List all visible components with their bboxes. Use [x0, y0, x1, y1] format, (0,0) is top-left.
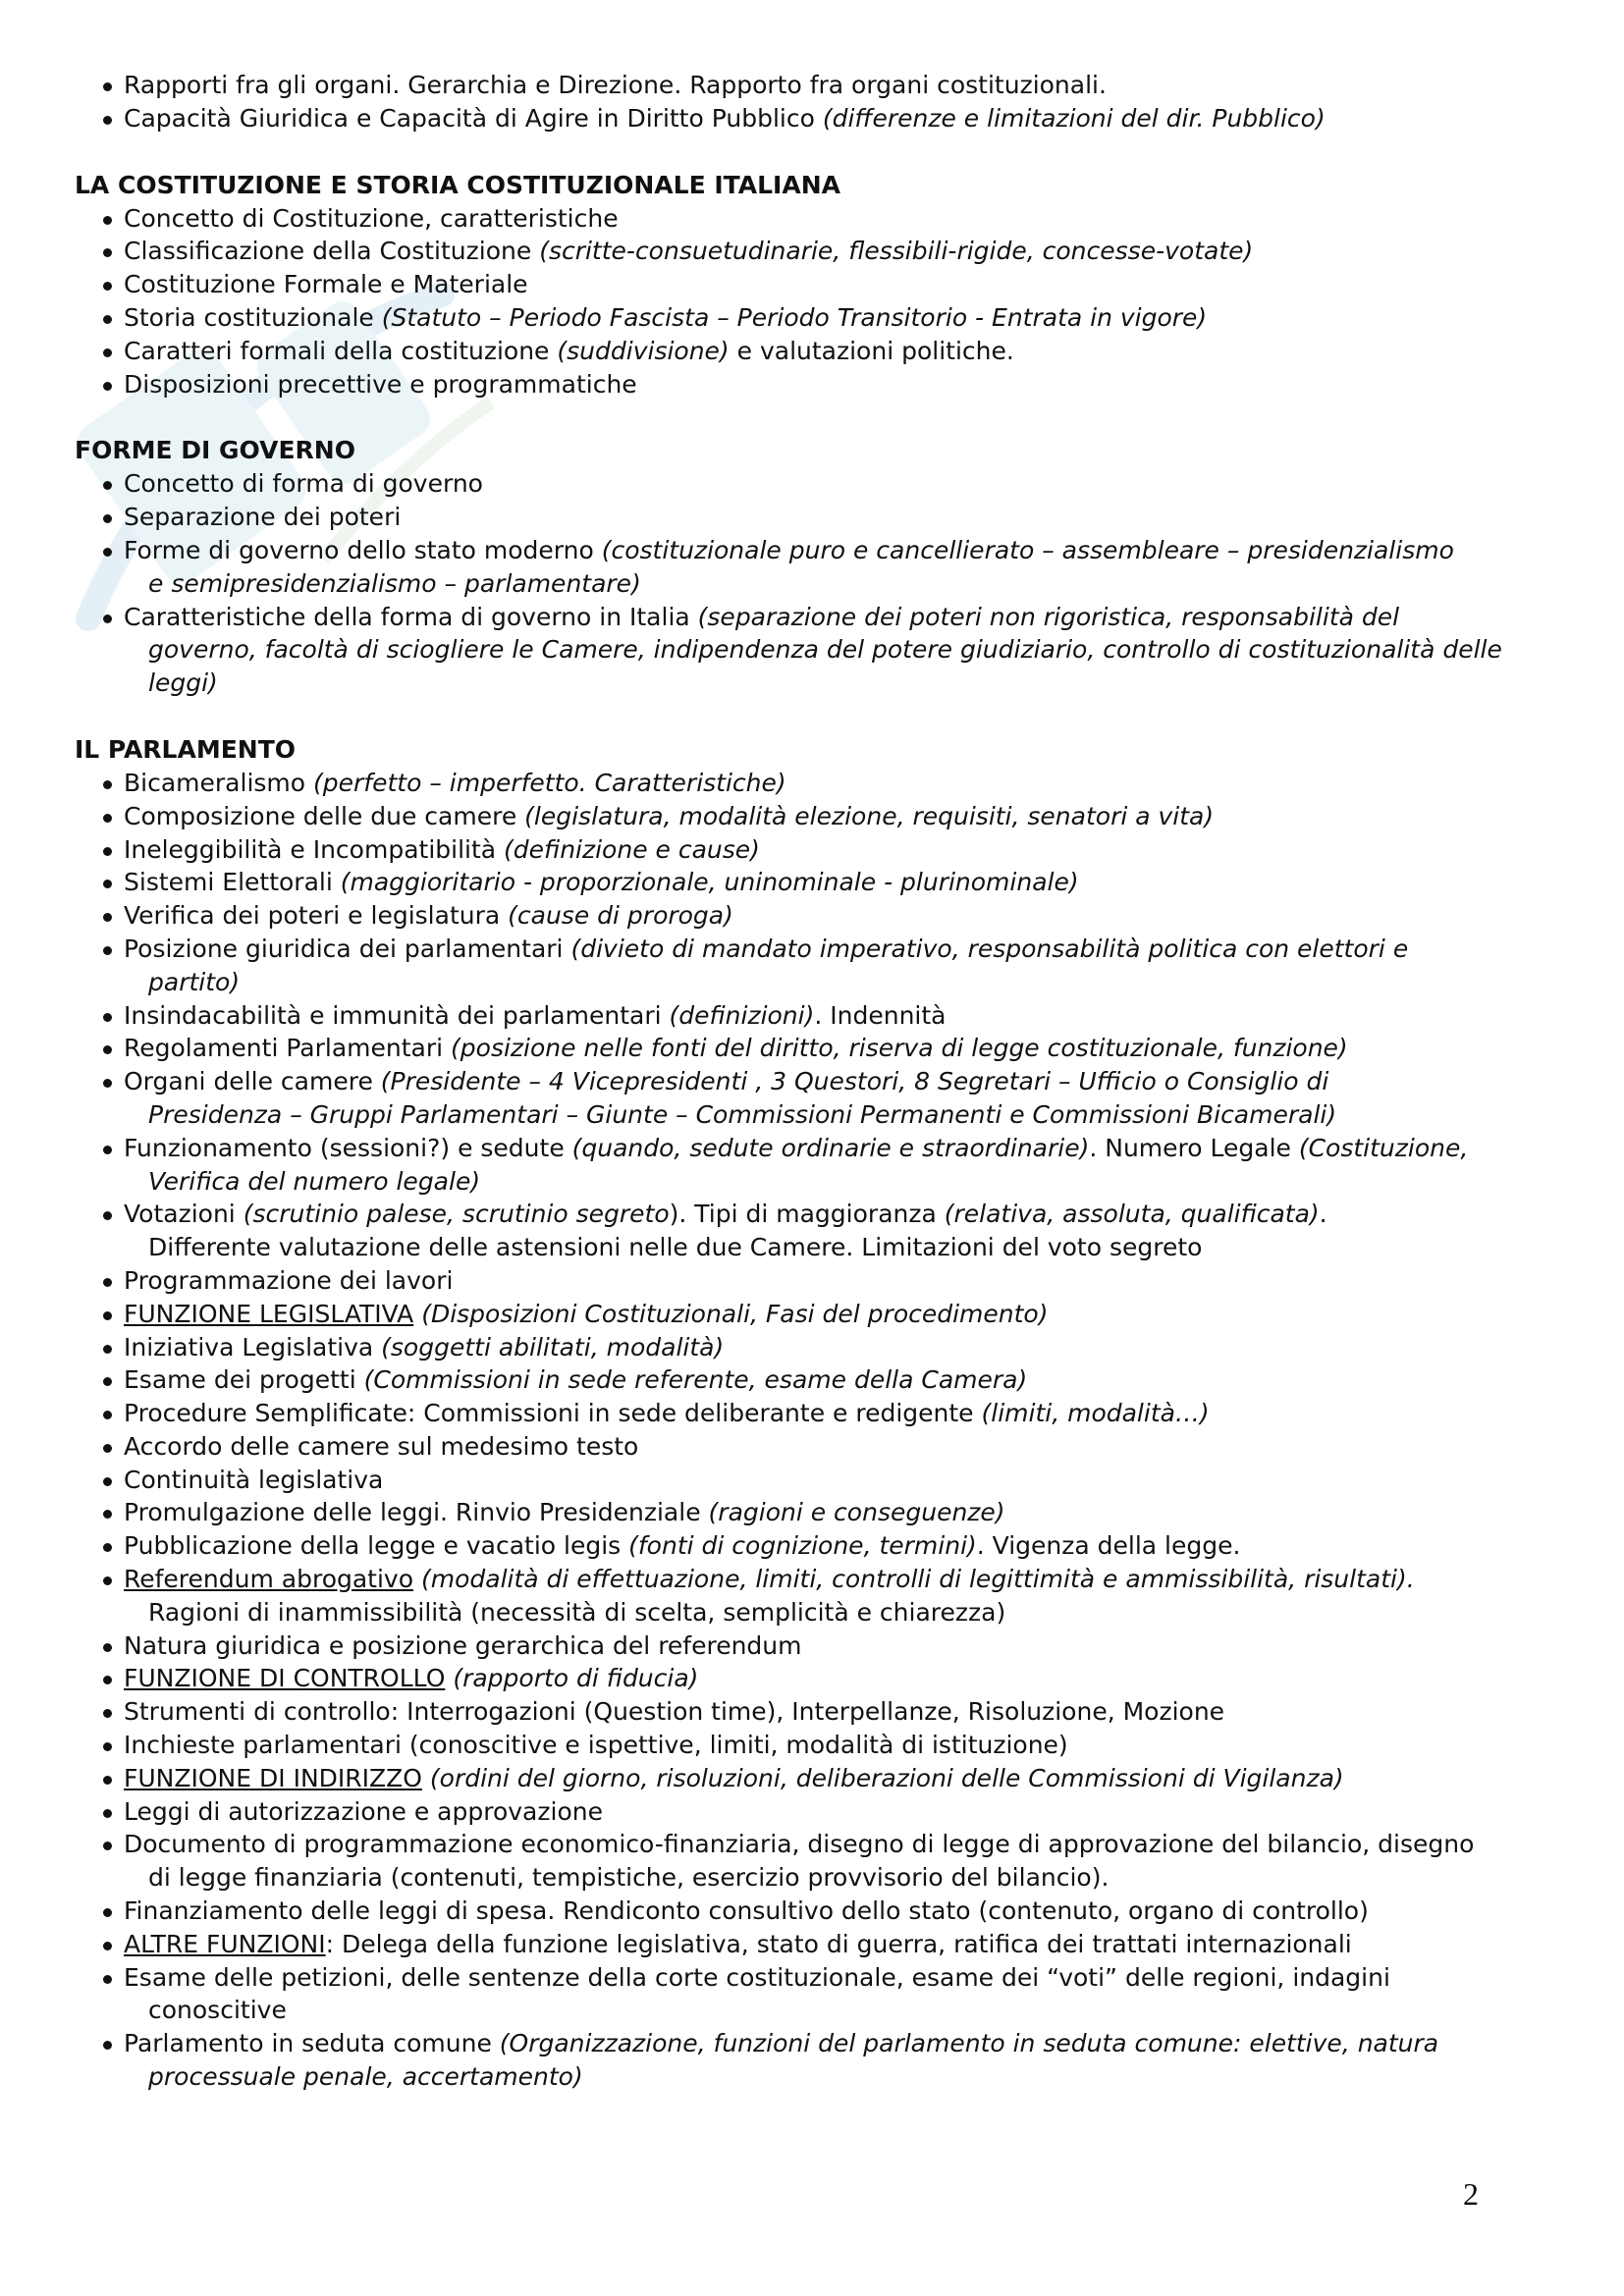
- list-item: [75, 999, 1518, 1033]
- bullet-list: [75, 467, 1518, 700]
- list-item: [75, 1198, 1518, 1264]
- list-item: [75, 1298, 1518, 1331]
- section: [75, 69, 1518, 135]
- list-item: [75, 102, 1518, 135]
- list-item: [75, 1795, 1518, 1829]
- list-item: [75, 601, 1518, 700]
- list-item: [75, 1331, 1518, 1364]
- item-text: Documento di programmazione economico-finanziaria, disegno di legge di approvazione del bilancio, disegno: [124, 1830, 1475, 1859]
- item-text: Forme di governo dello stato moderno: [124, 535, 602, 564]
- list-item: [75, 1762, 1518, 1795]
- item-text: Composizione delle due camere: [124, 801, 525, 830]
- list-item: [75, 1961, 1518, 2028]
- bullet-list: [75, 202, 1518, 401]
- document-body: [75, 69, 1518, 2127]
- list-item: [75, 1430, 1518, 1464]
- item-text: Finanziamento delle leggi di spesa. Rendiconto consultivo dello stato (contenuto, organo di controllo): [124, 1896, 1369, 1926]
- list-item: [75, 1464, 1518, 1497]
- list-item: [75, 69, 1518, 102]
- list-item: [75, 1529, 1518, 1563]
- item-text: Verifica dei poteri e legislatura: [124, 901, 509, 931]
- item-text: Natura giuridica e posizione gerarchica del referendum: [124, 1630, 802, 1660]
- item-text: Promulgazione delle leggi. Rinvio Presidenziale: [124, 1498, 709, 1527]
- list-item: [75, 301, 1518, 335]
- item-details: (relativa, assoluta, qualificata): [944, 1200, 1320, 1229]
- item-text: Procedure Semplificate: Commissioni in sede deliberante e redigente: [124, 1399, 982, 1428]
- list-item: [75, 1895, 1518, 1928]
- item-details: (scrutinio palese, scrutinio segreto: [243, 1200, 670, 1229]
- item-text: Esame delle petizioni, delle sentenze della corte costituzionale, esame dei “voti” delle regioni, indagini: [124, 1962, 1390, 1992]
- list-item: [75, 368, 1518, 401]
- item-text: Parlamento in seduta comune: [124, 2029, 500, 2058]
- item-text: Concetto di Costituzione, caratteristiche: [124, 203, 619, 233]
- list-item: [75, 767, 1518, 800]
- list-item: [75, 1496, 1518, 1529]
- item-continuation: Verifica del numero legale): [148, 1166, 481, 1196]
- list-item: [75, 1828, 1518, 1895]
- item-text: FUNZIONE DI INDIRIZZO: [124, 1763, 422, 1792]
- item-text: Strumenti di controllo: Interrogazioni (Question time), Interpellanze, Risoluzione, Mozione: [124, 1697, 1225, 1727]
- item-details: (definizioni): [669, 1000, 815, 1030]
- item-details: (maggioritario - proporzionale, uninominale - plurinominale): [340, 868, 1079, 897]
- item-text: Rapporti fra gli organi. Gerarchia e Direzione. Rapporto fra organi costituzionali.: [124, 71, 1107, 99]
- item-details: (modalità di effettuazione, limiti, controlli di legittimità e ammissibilità, risultati).: [413, 1565, 1415, 1594]
- item-details: (Presidente – 4 Vicepresidenti , 3 Questori, 8 Segretari – Ufficio o Consiglio di: [380, 1067, 1329, 1096]
- item-details: (separazione dei poteri non rigoristica, responsabilità del: [697, 602, 1400, 631]
- item-details: (costituzionale puro e cancellierato – assembleare – presidenzialismo: [601, 535, 1454, 564]
- item-details: (Costituzione,: [1298, 1133, 1469, 1162]
- item-continuation: Presidenza – Gruppi Parlamentari – Giunte – Commissioni Permanenti e Commissioni Bicamerali): [148, 1099, 1337, 1129]
- item-text: Costituzione Formale e Materiale: [124, 270, 528, 299]
- item-text: Caratteristiche della forma di governo in Italia: [124, 602, 698, 631]
- item-details: (soggetti abilitati, modalità): [381, 1332, 725, 1362]
- item-text: Programmazione dei lavori: [124, 1265, 454, 1295]
- item-continuation: e semipresidenzialismo – parlamentare): [148, 568, 641, 598]
- item-details: (Disposizioni Costituzionali, Fasi del procedimento): [413, 1299, 1049, 1328]
- list-item: [75, 1032, 1518, 1065]
- item-text: Iniziativa Legislativa: [124, 1332, 382, 1362]
- item-text: FUNZIONE DI CONTROLLO: [124, 1664, 446, 1693]
- item-text: Bicameralismo: [124, 768, 314, 797]
- list-item: [75, 467, 1518, 501]
- item-text: Disposizioni precettive e programmatiche: [124, 369, 637, 399]
- list-item: [75, 268, 1518, 301]
- list-item: [75, 202, 1518, 236]
- section-heading: LA COSTITUZIONE E STORIA COSTITUZIONALE ITALIANA: [75, 170, 840, 199]
- item-text: FUNZIONE LEGISLATIVA: [124, 1299, 414, 1328]
- item-text: Caratteri formali della costituzione: [124, 336, 558, 365]
- list-item: [75, 2027, 1518, 2094]
- item-text: Posizione giuridica dei parlamentari: [124, 934, 571, 963]
- item-text: Classificazione della Costituzione: [124, 237, 540, 266]
- item-details: (suddivisione): [557, 336, 730, 365]
- item-text: Regolamenti Parlamentari: [124, 1034, 452, 1063]
- item-tail: . Indennità: [814, 1000, 947, 1030]
- list-item: [75, 833, 1518, 867]
- item-details: (fonti di cognizione, termini): [628, 1531, 977, 1561]
- item-details: (Commissioni in sede referente, esame della Camera): [363, 1365, 1028, 1395]
- list-item: [75, 534, 1518, 601]
- item-details: (rapporto di fiducia): [445, 1664, 699, 1693]
- list-item: [75, 800, 1518, 833]
- list-item: [75, 1662, 1518, 1695]
- item-tail: .: [1319, 1200, 1327, 1229]
- item-continuation: partito): [148, 967, 241, 996]
- item-details: (legislatura, modalità elezione, requisiti, senatori a vita): [524, 801, 1215, 830]
- bullet-list: [75, 767, 1518, 2094]
- item-text: Pubblicazione della legge e vacatio legis: [124, 1531, 629, 1561]
- item-text: Organi delle camere: [124, 1067, 381, 1096]
- list-item: [75, 1065, 1518, 1132]
- list-item: [75, 235, 1518, 268]
- item-text: ALTRE FUNZIONI: [124, 1929, 326, 1958]
- list-item: [75, 933, 1518, 999]
- item-text: Referendum abrogativo: [124, 1565, 414, 1594]
- item-text: Funzionamento (sessioni?) e sedute: [124, 1133, 572, 1162]
- section: [75, 434, 1518, 700]
- item-continuation: Differente valutazione delle astensioni nelle due Camere. Limitazioni del voto segreto: [148, 1233, 1203, 1262]
- list-item: [75, 1397, 1518, 1430]
- item-continuation: conoscitive: [148, 1996, 287, 2025]
- item-text: Storia costituzionale: [124, 302, 382, 332]
- item-tail: . Vigenza della legge.: [976, 1531, 1241, 1561]
- section-heading: IL PARLAMENTO: [75, 734, 297, 764]
- item-continuation: Ragioni di inammissibilità (necessità di scelta, semplicità e chiarezza): [148, 1597, 1006, 1627]
- list-item: [75, 1629, 1518, 1663]
- list-item: [75, 1563, 1518, 1629]
- section-heading: FORME DI GOVERNO: [75, 436, 355, 465]
- item-details: (Organizzazione, funzioni del parlamento in seduta comune: elettive, natura: [499, 2029, 1439, 2058]
- section: [75, 169, 1518, 401]
- item-text: Separazione dei poteri: [124, 503, 402, 532]
- item-details: (quando, sedute ordinarie e straordinarie): [571, 1133, 1090, 1162]
- item-text: Inchieste parlamentari (conoscitive e ispettive, limiti, modalità di istituzione): [124, 1731, 1068, 1760]
- item-continuation: processuale penale, accertamento): [148, 2062, 583, 2092]
- item-continuation: di legge finanziaria (contenuti, tempistiche, esercizio provvisorio del bilancio).: [148, 1863, 1110, 1893]
- item-details: (limiti, modalità…): [981, 1399, 1210, 1428]
- item-text: Continuità legislativa: [124, 1465, 384, 1494]
- item-text: Esame dei progetti: [124, 1365, 364, 1395]
- item-text: Capacità Giuridica e Capacità di Agire in Diritto Pubblico: [124, 103, 823, 133]
- item-tail: ). Tipi di maggioranza: [669, 1200, 945, 1229]
- item-tail: . Numero Legale: [1089, 1133, 1299, 1162]
- item-details: (differenze e limitazioni del dir. Pubblico): [822, 103, 1326, 133]
- list-item: [75, 1132, 1518, 1199]
- item-text: Insindacabilità e immunità dei parlamentari: [124, 1000, 670, 1030]
- item-text: Accordo delle camere sul medesimo testo: [124, 1431, 639, 1461]
- item-details: (perfetto – imperfetto. Caratteristiche): [313, 768, 786, 797]
- list-item: [75, 1729, 1518, 1762]
- list-item: [75, 1264, 1518, 1298]
- page-number: 2: [1463, 2176, 1479, 2212]
- list-item: [75, 1695, 1518, 1729]
- item-tail: e valutazioni politiche.: [729, 336, 1014, 365]
- item-text: Ineleggibilità e Incompatibilità: [124, 834, 505, 864]
- item-tail: : Delega della funzione legislativa, stato di guerra, ratifica dei trattati internazionali: [325, 1929, 1352, 1958]
- item-text: Sistemi Elettorali: [124, 868, 341, 897]
- item-details: (posizione nelle fonti del diritto, riserva di legge costituzionale, funzione): [451, 1034, 1348, 1063]
- item-continuation: governo, facoltà di sciogliere le Camere, indipendenza del potere giudiziario, controllo di costituzionalità delle leggi): [148, 635, 1502, 698]
- bullet-list: [75, 69, 1518, 135]
- list-item: [75, 866, 1518, 899]
- list-item: [75, 1363, 1518, 1397]
- item-details: (definizione e cause): [504, 834, 760, 864]
- list-item: [75, 1928, 1518, 1961]
- item-text: Votazioni: [124, 1200, 244, 1229]
- list-item: [75, 501, 1518, 534]
- item-text: Leggi di autorizzazione e approvazione: [124, 1796, 603, 1826]
- item-details: (ordini del giorno, risoluzioni, deliberazioni delle Commissioni di Vigilanza): [421, 1763, 1344, 1792]
- section: [75, 733, 1518, 2094]
- item-details: (ragioni e conseguenze): [708, 1498, 1005, 1527]
- item-details: (Statuto – Periodo Fascista – Periodo Transitorio - Entrata in vigore): [381, 302, 1208, 332]
- item-text: Concetto di forma di governo: [124, 469, 483, 499]
- list-item: [75, 335, 1518, 368]
- item-details: (cause di proroga): [508, 901, 733, 931]
- item-details: (scritte-consuetudinarie, flessibili-rigide, concesse-votate): [539, 237, 1254, 266]
- list-item: [75, 899, 1518, 933]
- item-details: (divieto di mandato imperativo, responsabilità politica con elettori e: [570, 934, 1409, 963]
